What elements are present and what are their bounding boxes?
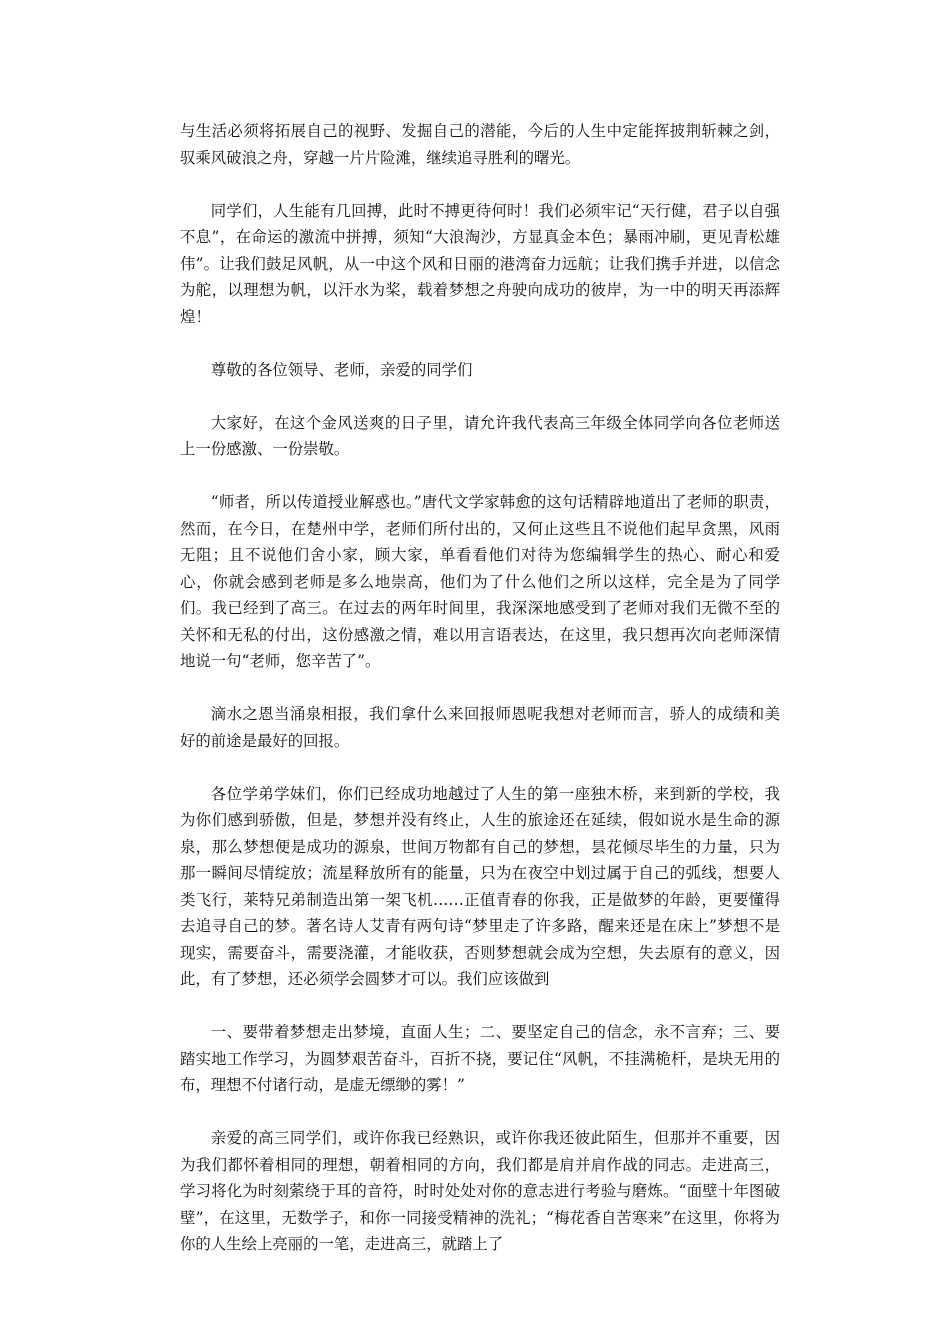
paragraph-dreams: 各位学弟学妹们，你们已经成功地越过了人生的第一座独木桥，来到新的学校，我为你们感到骄傲，但是，梦想并没有终止，人生的旅途还在延续，假如说水是生命的源泉，那么梦想便是成功的源泉，世间万物都有自己的梦想，昙花倾尽毕生的力量，只为那一瞬间尽情绽放；流星释放所有的能量，只为在夜空中划过属于自己的弧线，想要人类飞行，莱特兄弟制造出第一架飞机……正值青春的你我，正是做梦的年龄，更要懂得去追寻自己的梦。著名诗人艾青有两句诗“梦里走了许多路，醒来还是在床上”梦想不是现实，需要奋斗，需要浇灌，才能收获，否则梦想就会成为空想，失去原有的意义，因此，有了梦想，还必须学会圆梦才可以。我们应该做到: [180, 784, 780, 988]
paragraph-gratitude: 滴水之恩当涌泉相报，我们拿什么来回报师恩呢我想对老师而言，骄人的成绩和美好的前途是最好的回报。: [180, 705, 780, 750]
speech-salutation: 尊敬的各位领导、老师，亲爱的同学们: [210, 360, 473, 379]
paragraph-teachers-duty: “师者，所以传道授业解惑也。”唐代文学家韩愈的这句话精辟地道出了老师的职责，然而，在今日，在楚州中学，老师们所付出的，又何止这些且不说他们起早贪黑，风雨无阻；且不说他们舍小家，顾大家，单看看他们对待为您编辑学生的热心、耐心和爱心，你就会感到老师是多么地崇高，他们为了什么他们之所以这样，完全是为了同学们。我已经到了高三。在过去的两年时间里，我深深地感受到了老师对我们无微不至的关怀和无私的付出，这份感激之情，难以用言语表达，在这里，我只想再次向老师深情地说一句“老师，您辛苦了”。: [180, 493, 780, 670]
paragraph-continuation: 与生活必须将拓展自己的视野、发掘自己的潜能，今后的人生中定能挥披荆斩棘之剑，驭乘风破浪之舟，穿越一片片险滩，继续追寻胜利的曙光。: [180, 122, 780, 167]
paragraph-classmates-call: 同学们，人生能有几回搏，此时不搏更待何时！我们必须牢记“天行健，君子以自强不息”，在命运的激流中拼搏，须知“大浪淘沙，方显真金本色；暴雨冲刷，更见青松雄伟”。让我们鼓足风帆，从一中这个风和日丽的港湾奋力远航；让我们携手并进，以信念为舵，以理想为帆，以汗水为桨，载着梦想之舟驶向成功的彼岸，为一中的明天再添辉煌！: [180, 201, 780, 326]
document-page: [180, 118, 780, 1284]
paragraph-three-points: 一、要带着梦想走出梦境，直面人生；二、要坚定自己的信念，永不言弃；三、要踏实地工作学习，为圆梦艰苦奋斗，百折不挠，要记住“风帆，不挂满桅杆，是块无用的布，理想不付诸行动，是虚无缥缈的雾！”: [180, 1023, 780, 1094]
paragraph-greeting: 大家好，在这个金风送爽的日子里，请允许我代表高三年级全体同学向各位老师送上一份感激、一份崇敬。: [180, 413, 780, 458]
paragraph-senior-students: 亲爱的高三同学们，或许你我已经熟识，或许你我还彼此陌生，但那并不重要，因为我们都怀着相同的理想，朝着相同的方向，我们都是肩并肩作战的同志。走进高三，学习将化为时刻萦绕于耳的音符，时时处处对你的意志进行考验与磨炼。“面壁十年图破壁”，在这里，无数学子，和你一同接受精神的洗礼；“梅花香自苦寒来”在这里，你将为你的人生绘上亮丽的一笔，走进高三，就踏上了: [180, 1129, 780, 1253]
